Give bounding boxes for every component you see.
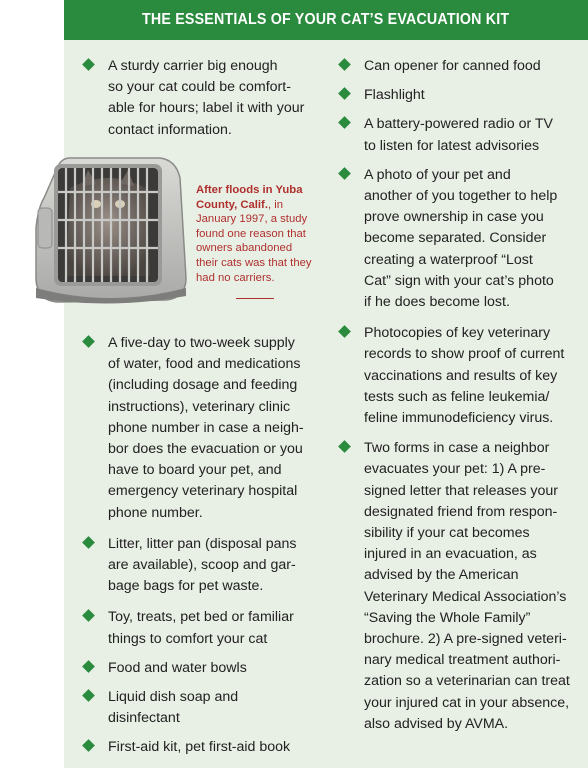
list-item-text: Photocopies of key veterinary records to show proof of current vaccinations and results of key tests such as feline leukemia/ feline immunodeficiency virus.	[364, 325, 565, 427]
list-item	[81, 687, 317, 729]
list-item-text: A battery-powered radio or TV to listen for latest advisories	[364, 116, 554, 154]
list-item	[81, 658, 317, 679]
list-item-text: Two forms in case a neighbor evacuates your pet: 1) A pre- signed letter that releases your designated friend from respon- sibility if your cat becomes injured in an evacuation, as advised by the American Veterinary Medical Association’s “Saving the Whole Family” brochure. 2) A pre-signed veteri- nary medical treatment authori- zation so a veterinarian can treat your injured cat in your absence, also advised by AVMA.	[364, 440, 570, 732]
caption-lead: After floods in Yuba County, Calif.	[196, 184, 303, 211]
diamond-bullet-icon	[338, 58, 351, 71]
left-bottom-list	[81, 333, 317, 759]
list-item-text: Litter, litter pan (disposal pans are available), scoop and gar- bage bags for pet waste.	[108, 535, 297, 595]
list-item	[81, 607, 317, 649]
list-item	[337, 85, 583, 106]
list-item	[337, 114, 583, 156]
diamond-bullet-icon	[82, 689, 95, 702]
list-item	[337, 323, 583, 429]
diamond-bullet-icon	[338, 325, 351, 338]
list-item	[81, 534, 317, 598]
list-item	[81, 56, 317, 141]
diamond-bullet-icon	[82, 660, 95, 673]
list-item-text: Liquid dish soap and disinfectant	[108, 689, 239, 727]
cat-carrier-photo	[30, 148, 190, 308]
header-title: THE ESSENTIALS OF YOUR CAT’S EVACUATION KIT	[142, 11, 510, 28]
list-item-text: Food and water bowls	[108, 659, 247, 676]
list-item-text: Flashlight	[364, 87, 425, 104]
photo-caption	[196, 183, 322, 285]
list-item	[81, 333, 317, 524]
diamond-bullet-icon	[338, 117, 351, 130]
right-list	[337, 56, 583, 735]
list-item	[337, 165, 583, 313]
list-item	[337, 438, 583, 735]
diamond-bullet-icon	[82, 610, 95, 623]
diamond-bullet-icon	[82, 335, 95, 348]
list-item-text: A sturdy carrier big enough so your cat could be comfort- able for hours; label it with your contact information.	[108, 58, 305, 138]
caption-body: , in January 1997, a study found one reason that owners abandoned their cats was that they had no carriers.	[196, 198, 312, 284]
list-item-text: Toy, treats, pet bed or familiar things to comfort your cat	[108, 609, 294, 647]
diamond-bullet-icon	[82, 740, 95, 753]
left-top-list	[81, 56, 317, 141]
list-item	[337, 56, 583, 77]
diamond-bullet-icon	[338, 87, 351, 100]
diamond-bullet-icon	[338, 440, 351, 453]
list-item-text: First-aid kit, pet first-aid book	[108, 739, 291, 756]
diamond-bullet-icon	[338, 167, 351, 180]
list-item-text: A photo of your pet and another of you together to help prove ownership in case you become separated. Consider creating a waterproof “Lost Cat” sign with your cat’s photo if he does become lost.	[364, 166, 558, 311]
diamond-bullet-icon	[82, 58, 95, 71]
diamond-bullet-icon	[82, 536, 95, 549]
section-header	[64, 0, 588, 40]
list-item	[81, 737, 317, 758]
list-item-text: A five-day to two-week supply of water, food and medications (including dosage and feeding instructions), veterinary clinic phone number in case a neigh- bor does the evacuation or you have to board your pet, and emergency veterinary hospital phone number.	[108, 335, 304, 521]
caption-divider	[236, 298, 274, 299]
list-item-text: Can opener for canned food	[364, 58, 541, 74]
